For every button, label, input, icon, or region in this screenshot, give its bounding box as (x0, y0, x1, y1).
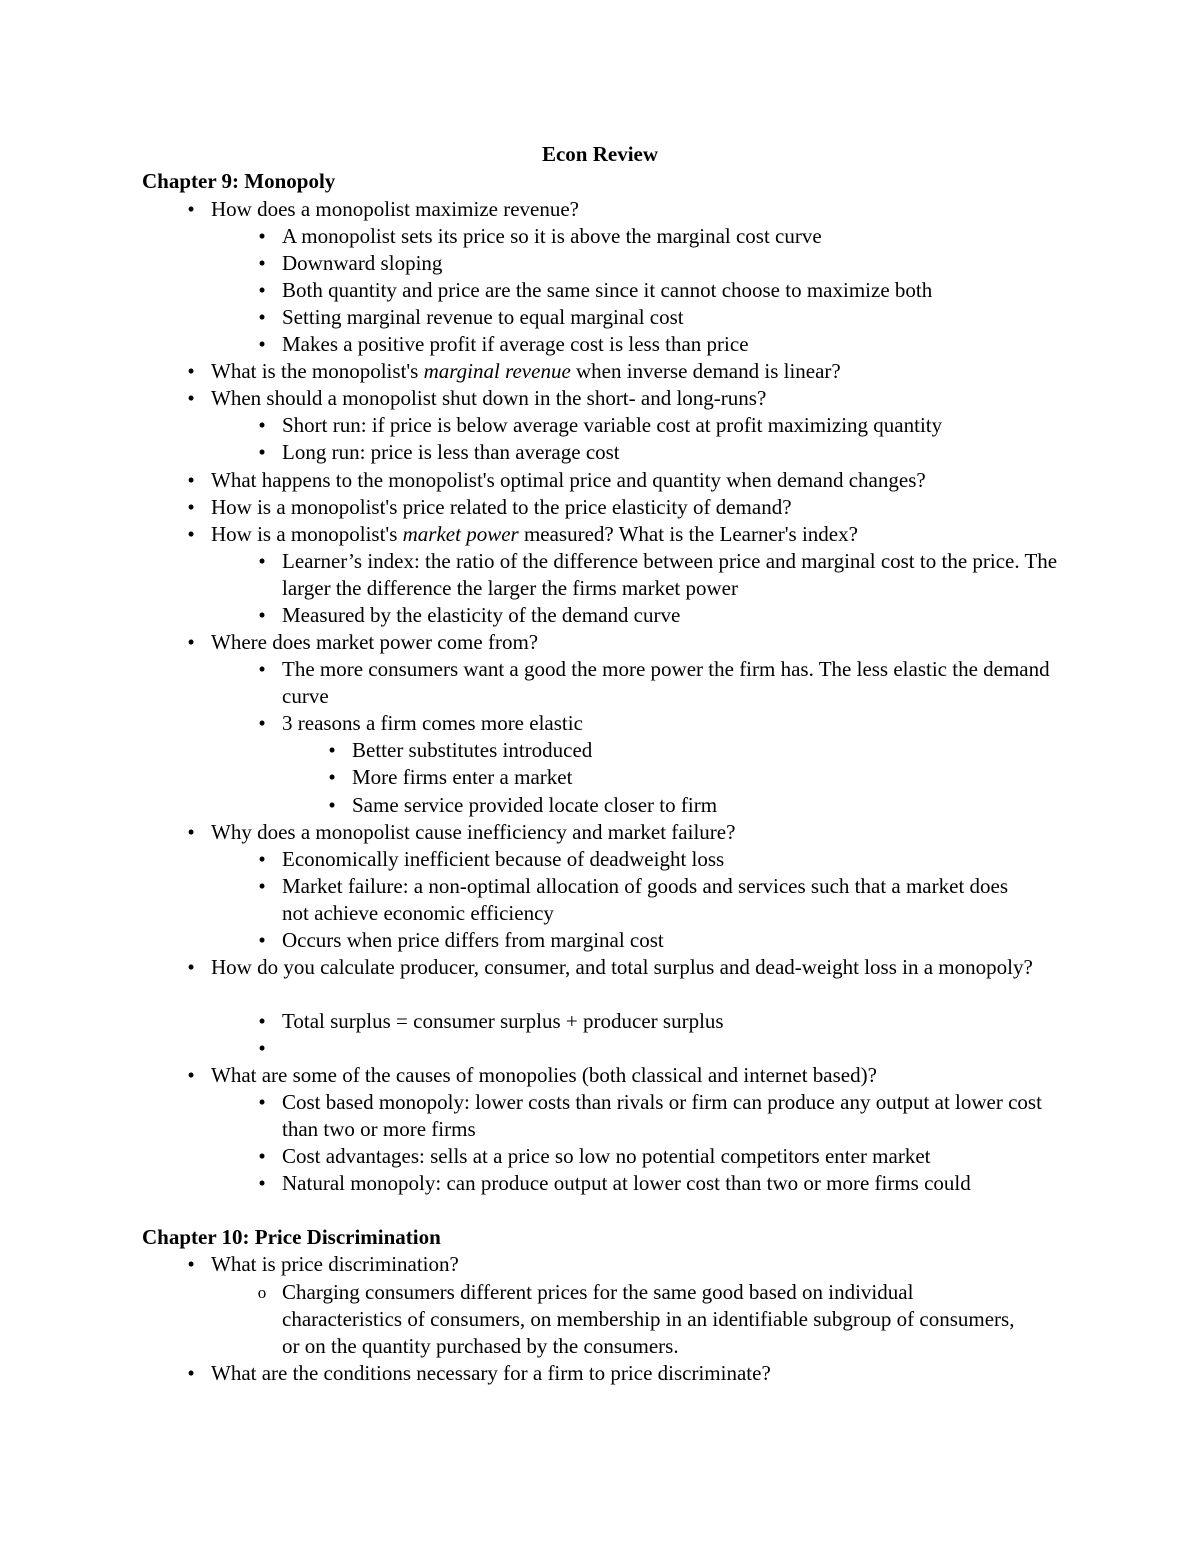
bullet-icon: • (258, 549, 266, 573)
list-item: • When should a monopolist shut down in the short- and long-runs? (211, 385, 1091, 412)
bullet-icon: • (258, 1144, 266, 1168)
list-item: • How do you calculate producer, consumer, and total surplus and dead-weight loss in a monopoly? (211, 954, 1061, 981)
bullet-icon: • (258, 440, 266, 464)
bullet-icon: • (258, 1171, 266, 1195)
bullet-icon: • (258, 874, 266, 898)
bullet-icon: • (258, 657, 266, 681)
bullet-icon: • (187, 359, 195, 383)
bullet-icon: • (328, 793, 336, 817)
list-item: o Charging consumers different prices for the same good based on individual characteristics of consumers, on membership in an identifiable subgroup of consumers, or on the quantity purchased by the consumers. (282, 1279, 1022, 1360)
bullet-icon: • (187, 1361, 195, 1385)
bullet-icon: • (187, 1252, 195, 1276)
bullet-icon: • (258, 224, 266, 248)
bullet-icon: • (328, 765, 336, 789)
list-item: • Same service provided locate closer to firm (352, 792, 1082, 819)
list-item: • Downward sloping (282, 250, 1082, 277)
list-item: • Better substitutes introduced (352, 737, 1082, 764)
list-item: • How is a monopolist's market power measured? What is the Learner's index? (211, 521, 1091, 548)
list-item: • What is price discrimination? (211, 1251, 1091, 1278)
bullet-icon: • (187, 197, 195, 221)
bullet-icon: • (258, 251, 266, 275)
circle-bullet-icon: o (257, 1283, 267, 1302)
list-item: • What are the conditions necessary for a firm to price discriminate? (211, 1360, 1091, 1387)
list-item: • Total surplus = consumer surplus + producer surplus (282, 1008, 1082, 1035)
bullet-icon: • (258, 305, 266, 329)
bullet-icon: • (187, 495, 195, 519)
list-item: • Setting marginal revenue to equal marginal cost (282, 304, 1082, 331)
list-item: • A monopolist sets its price so it is above the marginal cost curve (282, 223, 1082, 250)
bullet-icon: • (187, 955, 195, 979)
list-item: • Occurs when price differs from marginal cost (282, 927, 1082, 954)
bullet-icon: • (258, 413, 266, 437)
list-item: • Market failure: a non-optimal allocation of goods and services such that a market does not achieve economic efficiency (282, 873, 1012, 927)
list-item: • Measured by the elasticity of the demand curve (282, 602, 1082, 629)
list-item: • The more consumers want a good the more power the firm has. The less elastic the demand curve (282, 656, 1062, 710)
bullet-icon: • (258, 1009, 266, 1033)
list-item: • Both quantity and price are the same since it cannot choose to maximize both (282, 277, 1082, 304)
list-item: • Why does a monopolist cause inefficiency and market failure? (211, 819, 1091, 846)
bullet-icon: • (258, 332, 266, 356)
list-item: • What are some of the causes of monopolies (both classical and internet based)? (211, 1062, 1091, 1089)
bullet-icon: • (258, 928, 266, 952)
chapter-9-heading: Chapter 9: Monopoly (142, 169, 336, 193)
list-item: • Learner’s index: the ratio of the difference between price and marginal cost to the price. The larger the difference the larger the firms market power (282, 548, 1062, 602)
list-item: • Short run: if price is below average variable cost at profit maximizing quantity (282, 412, 1082, 439)
bullet-icon: • (258, 278, 266, 302)
list-item: • Cost advantages: sells at a price so low no potential competitors enter market (282, 1143, 1082, 1170)
bullet-icon: • (328, 738, 336, 762)
bullet-icon: • (258, 1036, 266, 1060)
list-item: • Economically inefficient because of deadweight loss (282, 846, 1082, 873)
list-item: • How is a monopolist's price related to the price elasticity of demand? (211, 494, 1091, 521)
list-item: • Cost based monopoly: lower costs than rivals or firm can produce any output at lower cost than two or more firms (282, 1089, 1067, 1143)
bullet-icon: • (258, 1090, 266, 1114)
bullet-icon: • (258, 847, 266, 871)
list-item: • More firms enter a market (352, 764, 1082, 791)
list-item: • How does a monopolist maximize revenue? (211, 196, 1091, 223)
bullet-icon: • (187, 820, 195, 844)
list-item: • Natural monopoly: can produce output at lower cost than two or more firms could (282, 1170, 1027, 1197)
bullet-icon: • (187, 522, 195, 546)
list-item: • What happens to the monopolist's optimal price and quantity when demand changes? (211, 467, 1091, 494)
bullet-icon: • (187, 386, 195, 410)
list-item: • Long run: price is less than average cost (282, 439, 1082, 466)
list-item: • Makes a positive profit if average cost is less than price (282, 331, 1082, 358)
list-item: • What is the monopolist's marginal revenue when inverse demand is linear? (211, 358, 1091, 385)
list-item: • Where does market power come from? (211, 629, 1091, 656)
chapter-10-heading: Chapter 10: Price Discrimination (142, 1225, 441, 1249)
bullet-icon: • (258, 603, 266, 627)
bullet-icon: • (187, 630, 195, 654)
list-item: • 3 reasons a firm comes more elastic (282, 710, 1082, 737)
bullet-icon: • (187, 468, 195, 492)
bullet-icon: • (258, 711, 266, 735)
bullet-icon: • (187, 1063, 195, 1087)
document-title: Econ Review (541, 142, 659, 166)
